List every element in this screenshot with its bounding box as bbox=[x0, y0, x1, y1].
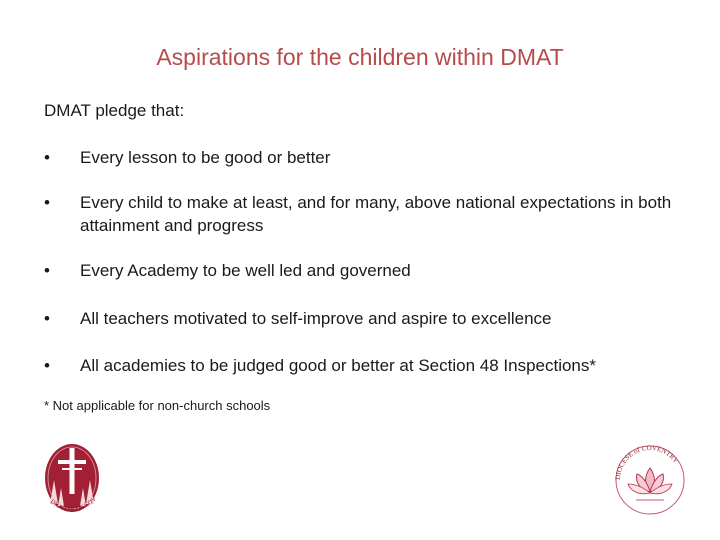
bullet-icon: • bbox=[44, 148, 50, 167]
list-item-text: Every Academy to be well led and governed bbox=[80, 261, 411, 280]
diocese-lotus-logo-icon bbox=[610, 440, 690, 520]
list-item bbox=[44, 146, 694, 169]
list-item-text: All teachers motivated to self-improve and aspire to excellence bbox=[80, 309, 552, 328]
list-item bbox=[44, 354, 694, 377]
slide-title: Aspirations for the children within DMAT bbox=[156, 44, 564, 70]
bullet-icon: • bbox=[44, 356, 50, 375]
diocesan-shield-logo-icon bbox=[36, 436, 108, 526]
list-item-text: Every lesson to be good or better bbox=[80, 148, 331, 167]
list-item bbox=[44, 191, 694, 237]
logo-left-text: DIOCESE OF COV bbox=[48, 495, 99, 514]
pledge-intro: DMAT pledge that: bbox=[44, 101, 185, 120]
bullet-icon: • bbox=[44, 309, 50, 328]
footnote: * Not applicable for non-church schools bbox=[44, 398, 271, 413]
logo-right-text: DIOCESE of COVENTRY bbox=[613, 443, 680, 481]
list-item-text: All academies to be judged good or better at Section 48 Inspections* bbox=[80, 356, 597, 375]
bullet-icon: • bbox=[44, 193, 50, 212]
list-item bbox=[44, 307, 694, 330]
list-item-text: Every child to make at least, and for many, above national expectations in both attainment and progress bbox=[80, 193, 672, 235]
bullet-icon: • bbox=[44, 261, 50, 280]
list-item bbox=[44, 259, 694, 282]
pledge-list bbox=[44, 146, 694, 377]
